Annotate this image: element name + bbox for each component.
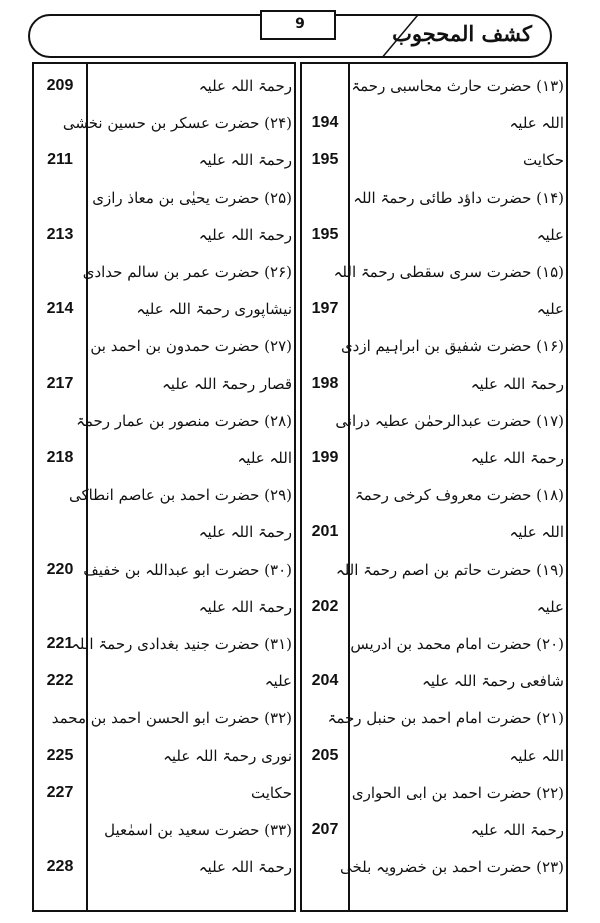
toc-entry-line: رحمۃ اللہ علیہ	[198, 523, 292, 542]
right-page-column	[300, 62, 350, 912]
toc-entry-line: (۲۹) حضرت احمد بن عاصم انطاکی	[68, 486, 292, 505]
toc-entry-line: (۳۳) حضرت سعید بن اسمٰعیل	[104, 821, 292, 839]
toc-entry-line: (۲۵) حضرت یحیٰی بن معاذ رازی	[92, 188, 292, 207]
toc-entry-line: علیہ	[536, 597, 564, 616]
toc-entry-line: (۱۸) حضرت معروف کرخی رحمۃ	[354, 486, 564, 505]
toc-entry-line: (۱۷) حضرت عبدالرحمٰن عطیہ درانی	[335, 411, 564, 430]
toc-entry-line: (۱۳) حضرت حارث محاسبی رحمۃ	[351, 77, 564, 95]
toc-page-number: 197	[311, 300, 339, 318]
toc-entry-line: رحمۃ اللہ علیہ	[198, 597, 292, 616]
toc-entry-line: اللہ علیہ	[237, 449, 292, 467]
toc-page-number: 211	[47, 151, 73, 169]
toc-entry-line: (۲۸) حضرت منصور بن عمار رحمۃ	[76, 411, 292, 430]
toc-page-number: 221	[46, 635, 74, 652]
toc-page-number: 199	[311, 449, 339, 466]
toc-entry-line: رحمۃ اللہ علیہ	[470, 449, 564, 467]
toc-page-number: 227	[46, 783, 74, 801]
toc-entry-line: (۲۴) حضرت عسکر بن حسین نخشی	[62, 114, 292, 133]
toc-page-number: 204	[311, 672, 339, 690]
toc-page-number: 207	[311, 821, 339, 838]
toc-entry-line: اللہ علیہ	[509, 114, 564, 133]
toc-entry-line: (۲۲) حضرت احمد بن ابی الحواری	[351, 783, 564, 802]
toc-entry-line: رحمۃ اللہ علیہ	[470, 821, 564, 839]
toc-page-number: 220	[46, 560, 74, 578]
toc-entry-line: قصار رحمۃ اللہ علیہ	[162, 374, 292, 393]
toc-page-number: 213	[46, 225, 74, 243]
toc-entry-line: علیہ	[536, 300, 564, 319]
toc-entry-line: حکایت	[250, 783, 292, 802]
toc-entry-line: اللہ علیہ	[509, 746, 564, 765]
book-title: کشف المحجوب	[392, 21, 532, 46]
page-number: 9	[295, 16, 305, 32]
toc-entry-line: (۲۷) حضرت حمدون بن احمد بن	[90, 337, 292, 356]
toc-entry-line: رحمۃ اللہ علیہ	[198, 858, 292, 877]
toc-entry-line: (۲۳) حضرت احمد بن خضرویہ بلخی	[339, 858, 564, 877]
toc-entry-line: رحمۃ اللہ علیہ	[198, 225, 292, 244]
toc-entry-line: اللہ علیہ	[509, 523, 564, 542]
toc-entry-line: نیشاپوری رحمۃ اللہ علیہ	[136, 300, 292, 319]
toc-entry-line: (۲۱) حضرت امام احمد بن حنبل رحمۃ	[327, 709, 564, 728]
toc-entry-line: (۱۴) حضرت داؤد طائی رحمۃ اللہ	[353, 188, 564, 207]
toc-page-number: 202	[311, 597, 339, 615]
toc-page-number: 195	[311, 225, 339, 243]
toc-page-number: 194	[311, 114, 339, 132]
toc-entry-line: (۲۶) حضرت عمر بن سالم حدادی	[82, 263, 292, 281]
toc-entry-line: رحمۃ اللہ علیہ	[198, 77, 292, 95]
toc-entry-line: (۳۱) حضرت جنید بغدادی رحمۃ اللہ	[71, 635, 292, 653]
toc-entry-line: رحمۃ اللہ علیہ	[198, 151, 292, 170]
toc-page-number: 214	[46, 300, 74, 318]
toc-page-number: 201	[311, 523, 339, 541]
toc-page-number: 198	[311, 374, 339, 392]
toc-entry-line: (۱۵) حضرت سری سقطی رحمۃ اللہ	[333, 263, 564, 281]
toc-entry-line: (۲۰) حضرت امام محمد بن ادریس	[350, 635, 564, 653]
toc-entry-line: شافعی رحمۃ اللہ علیہ	[421, 672, 564, 691]
toc-page-number: 218	[46, 449, 74, 466]
toc-entry-line: رحمۃ اللہ علیہ	[470, 374, 564, 393]
toc-page-number: 228	[46, 858, 74, 876]
toc-page-number: 209	[46, 77, 74, 94]
toc-page-number: 195	[311, 151, 339, 169]
toc-entry-line: حکایت	[522, 151, 564, 170]
toc-entry-line: (۳۰) حضرت ابو عبداللہ بن خفیف	[83, 560, 292, 579]
toc-page-number: 217	[46, 374, 74, 392]
toc-entry-line: علیہ	[536, 225, 564, 244]
toc-page-number: 205	[311, 746, 339, 764]
toc-page-number: 225	[46, 746, 74, 764]
toc-page-number: 222	[46, 672, 74, 690]
toc-entry-line: نوری رحمۃ اللہ علیہ	[163, 746, 292, 765]
toc-entry-line: (۳۲) حضرت ابو الحسن احمد بن محمد	[51, 709, 292, 728]
toc-entry-line: علیہ	[264, 672, 292, 691]
toc-entry-line: (۱۹) حضرت حاتم بن اصم رحمۃ اللہ	[335, 560, 564, 579]
toc-entry-line: (۱۶) حضرت شفیق بن ابراہیم ازدی	[340, 337, 564, 356]
